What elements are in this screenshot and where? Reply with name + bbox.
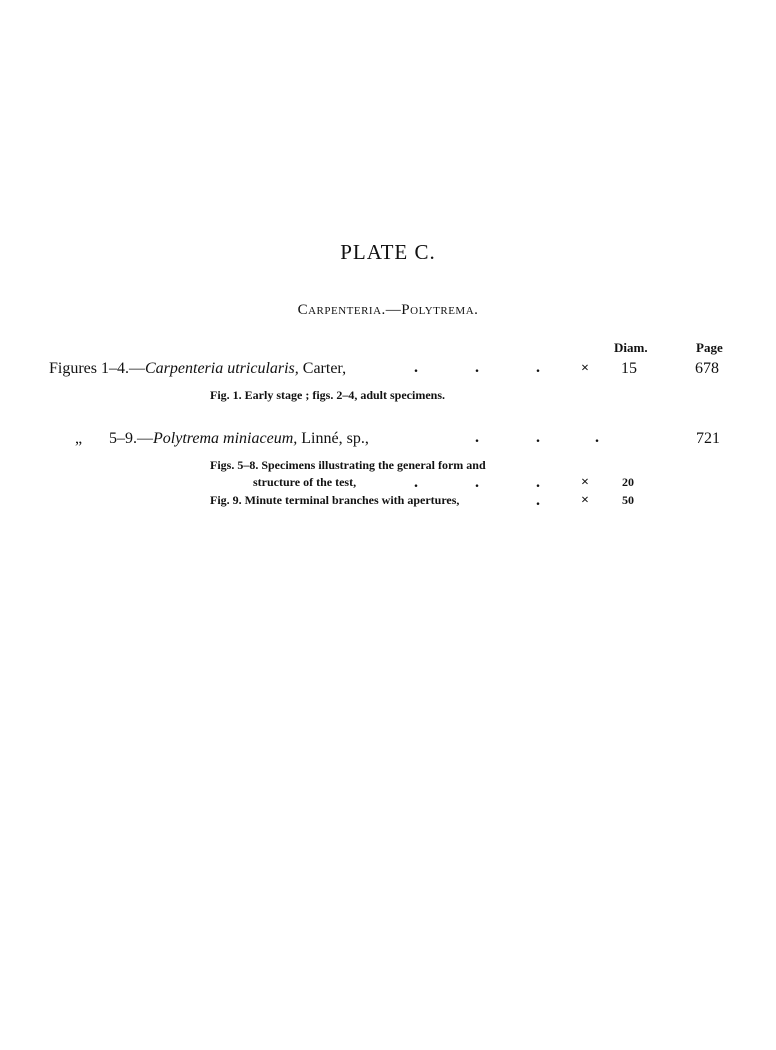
ditto-mark: „ bbox=[75, 430, 83, 447]
magnification-sign: × bbox=[581, 493, 589, 508]
entry-1-author: Carter, bbox=[298, 360, 347, 377]
entry-2-species: Polytrema miniaceum, bbox=[153, 430, 298, 447]
entry-1-species: Carpenteria utricularis, bbox=[145, 360, 299, 377]
entry-2-page: 721 bbox=[696, 430, 720, 447]
leader-dot: . bbox=[414, 359, 418, 376]
leader-dot: . bbox=[536, 429, 540, 446]
entry-2-note-1-diam: 20 bbox=[622, 475, 634, 489]
page-column-header: Page bbox=[696, 340, 723, 355]
entry-1-prefix: Figures 1–4.— bbox=[49, 360, 145, 377]
plate-subtitle: Carpenteria.—Polytrema. bbox=[297, 302, 479, 318]
diam-column-header: Diam. bbox=[614, 340, 648, 355]
entry-2-note-2: Fig. 9. Minute terminal branches with apertures, bbox=[210, 493, 460, 507]
leader-dot: . bbox=[475, 359, 479, 376]
entry-2-author: Linné, sp., bbox=[297, 430, 369, 447]
entry-1-note: Fig. 1. Early stage ; figs. 2–4, adult specimens. bbox=[210, 388, 445, 402]
leader-dot: . bbox=[595, 429, 599, 446]
leader-dot: . bbox=[475, 429, 479, 446]
leader-dot: . bbox=[536, 492, 540, 509]
magnification-sign: × bbox=[581, 361, 589, 376]
entry-1-diam: 15 bbox=[621, 360, 637, 377]
leader-dot: . bbox=[536, 474, 540, 491]
leader-dot: . bbox=[475, 474, 479, 491]
entry-2-note-1-line-2: structure of the test, bbox=[253, 475, 357, 489]
leader-dot: . bbox=[536, 359, 540, 376]
leader-dot: . bbox=[414, 474, 418, 491]
entry-1-heading bbox=[49, 360, 346, 378]
entry-2-note-1-line-1: Figs. 5–8. Specimens illustrating the general form and bbox=[210, 458, 486, 472]
entry-1-page: 678 bbox=[695, 360, 719, 377]
entry-2-note-2-diam: 50 bbox=[622, 493, 634, 507]
entry-2-prefix: 5–9.— bbox=[109, 430, 153, 447]
entry-2-heading bbox=[109, 430, 369, 448]
magnification-sign: × bbox=[581, 475, 589, 490]
plate-title: PLATE C. bbox=[340, 240, 436, 264]
